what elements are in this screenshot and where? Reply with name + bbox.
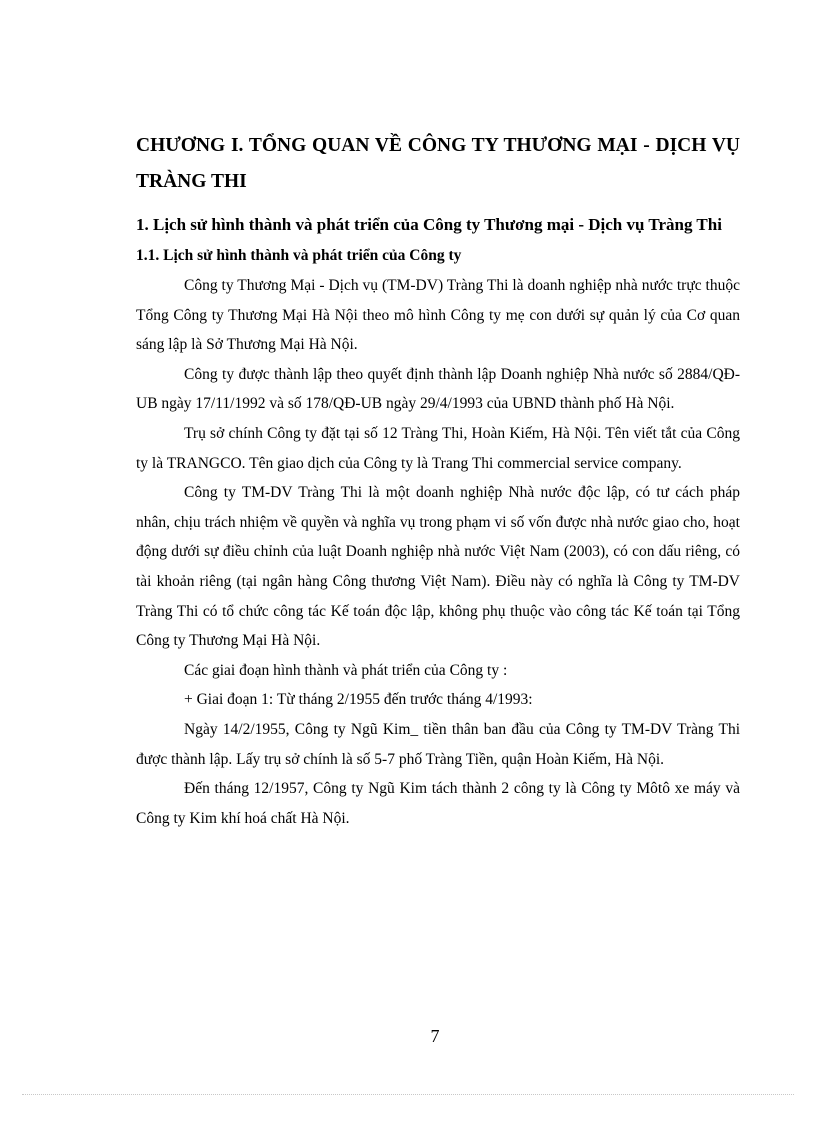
paragraph-establishment: Công ty được thành lập theo quyết định thành lập Doanh nghiệp Nhà nước số 2884/QĐ-UB ngày 17/11/1992 và số 178/QĐ-UB ngày 29/4/1993 của UBND thành phố Hà Nội. (136, 365, 740, 413)
document-page (136, 128, 740, 833)
subsection-title: 1.1. Lịch sử hình thành và phát triển của Công ty (136, 247, 462, 264)
paragraph-legal-status: Công ty TM-DV Tràng Thi là một doanh nghiệp Nhà nước độc lập, có tư cách pháp nhân, chịu trách nhiệm về quyền và nghĩa vụ trong phạm vi số vốn được nhà nước giao cho, hoạt động dưới sự điều chỉnh của luật Doanh nghiệp nhà nước Việt Nam (2003), có con dấu riêng, có tài khoản riêng (tại ngân hàng Công thương Việt Nam). Điều này có nghĩa là Công ty TM-DV Tràng Thi có tổ chức công tác Kế toán độc lập, không phụ thuộc vào công tác Kế toán tại Tổng Công ty Thương Mại Hà Nội. (136, 484, 740, 650)
paragraph-stage-1: + Giai đoạn 1: Từ tháng 2/1955 đến trước tháng 4/1993: (184, 691, 533, 709)
chapter-title: CHƯƠNG I. TỔNG QUAN VỀ CÔNG TY THƯƠNG MẠI - DỊCH VỤ TRÀNG THI (136, 135, 740, 192)
paragraph-headquarters: Trụ sở chính Công ty đặt tại số 12 Tràng Thi, Hoàn Kiếm, Hà Nội. Tên viết tắt của Công ty là TRANGCO. Tên giao dịch của Công ty là Trang Thi commercial service company. (136, 424, 740, 472)
paragraph-1957: Đến tháng 12/1957, Công ty Ngũ Kim tách thành 2 công ty là Công ty Môtô xe máy và Công ty Kim khí hoá chất Hà Nội. (136, 780, 740, 827)
section-title: 1. Lịch sử hình thành và phát triển của Công ty Thương mại - Dịch vụ Tràng Thi (136, 215, 722, 234)
paragraph-stages-intro: Các giai đoạn hình thành và phát triển của Công ty : (184, 661, 508, 679)
paragraph-1955: Ngày 14/2/1955, Công ty Ngũ Kim_ tiền thân ban đầu của Công ty TM-DV Tràng Thi được thành lập. Lấy trụ sở chính là số 5-7 phố Tràng Tiền, quận Hoàn Kiếm, Hà Nội. (136, 720, 740, 768)
footer-divider (22, 1094, 794, 1095)
paragraph-company-overview: Công ty Thương Mại - Dịch vụ (TM-DV) Tràng Thi là doanh nghiệp nhà nước trực thuộc Tổng Công ty Thương Mại Hà Nội theo mô hình Công ty mẹ con dưới sự quản lý của Cơ quan sáng lập là Sở Thương Mại Hà Nội. (136, 277, 740, 354)
page-number: 7 (430, 1026, 440, 1046)
